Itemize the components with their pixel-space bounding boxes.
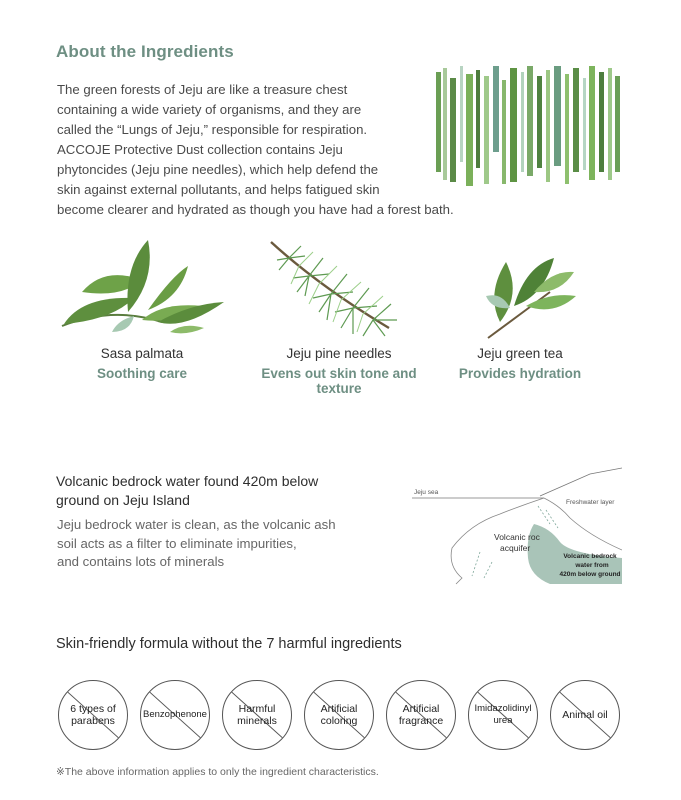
- water-desc-line: Jeju bedrock water is clean, as the volcanic ash: [57, 517, 336, 532]
- intro-line: phytoncides (Jeju pine needles), which help defend the: [57, 162, 379, 177]
- ingredient-benefit: Soothing care: [96, 366, 187, 381]
- jeju-sea-label: Jeju sea: [414, 489, 439, 496]
- bamboo-leaf-icon: [52, 236, 232, 340]
- free-from-artificial-coloring-icon: [304, 680, 374, 750]
- free-from-label: Imidazolidinyl urea: [474, 703, 532, 726]
- intro-line: become clearer and hydrated as though you have had a forest bath.: [57, 202, 454, 217]
- tea-leaf-icon: [430, 236, 610, 340]
- free-from-label: Animal oil: [562, 709, 608, 721]
- water-section-title: [56, 472, 386, 510]
- free-from-artificial-fragrance-icon: [386, 680, 456, 750]
- intro-line: containing a wide variety of organisms, and they are: [57, 102, 362, 117]
- forest-illustration: [432, 66, 622, 186]
- free-from-label: Benzophenone: [143, 709, 207, 720]
- pine-branch-icon: [249, 236, 429, 340]
- water-title-line: Volcanic bedrock water found 420m below: [56, 473, 319, 489]
- water-title-line: ground on Jeju Island: [56, 492, 190, 508]
- ingredient-jeju-green-tea: [430, 236, 610, 381]
- intro-paragraph: [57, 80, 477, 220]
- intro-line: called the “Lungs of Jeju,” responsible for respiration.: [57, 122, 368, 137]
- free-from-label: Artificial coloring: [320, 703, 358, 727]
- free-from-parabens-icon: [58, 680, 128, 750]
- free-from-harmful-minerals-icon: [222, 680, 292, 750]
- water-desc-line: and contains lots of minerals: [57, 554, 225, 569]
- ingredient-benefit: Evens out skin tone and texture: [261, 366, 417, 396]
- freshwater-label: Freshwater layer: [566, 499, 615, 506]
- free-from-label: Artificial fragrance: [398, 703, 444, 727]
- ingredient-jeju-pine-needles: [249, 236, 429, 396]
- ingredient-name: Jeju pine needles: [286, 346, 392, 361]
- free-from-imidazolidinyl-urea-icon: [468, 680, 538, 750]
- bedrock-label-1: Volcanic bedrock: [563, 553, 617, 560]
- water-desc-line: soil acts as a filter to eliminate impurities,: [57, 535, 297, 551]
- aquifer-label-1: Volcanic roc: [494, 532, 540, 542]
- water-section-description: [57, 516, 377, 572]
- free-from-benzophenone-icon: [140, 680, 210, 750]
- page-title: About the Ingredients: [56, 42, 234, 61]
- bedrock-label-2: water from: [575, 562, 609, 569]
- ingredient-name: Sasa palmata: [100, 346, 184, 361]
- ingredient-benefit: Provides hydration: [458, 366, 582, 381]
- volcanic-water-diagram: [410, 466, 622, 586]
- intro-line: The green forests of Jeju are like a treasure chest: [57, 82, 348, 97]
- free-from-label: 6 types of parabens: [70, 703, 116, 727]
- formula-title: Skin-friendly formula without the 7 harmful ingredients: [56, 636, 402, 652]
- aquifer-label-2: acquifer: [500, 543, 531, 553]
- ingredient-sasa-palmata: [52, 236, 232, 381]
- footnote: ※The above information applies to only the ingredient characteristics.: [56, 766, 379, 778]
- free-from-animal-oil-icon: [550, 680, 620, 750]
- ingredient-name: Jeju green tea: [477, 346, 563, 361]
- bedrock-label-3: 420m below ground: [559, 571, 621, 578]
- free-from-label: Harmful minerals: [237, 703, 277, 727]
- intro-line: ACCOJE Protective Dust collection contains Jeju: [57, 142, 343, 157]
- intro-line: skin against external pollutants, and helps fatigued skin: [57, 182, 380, 197]
